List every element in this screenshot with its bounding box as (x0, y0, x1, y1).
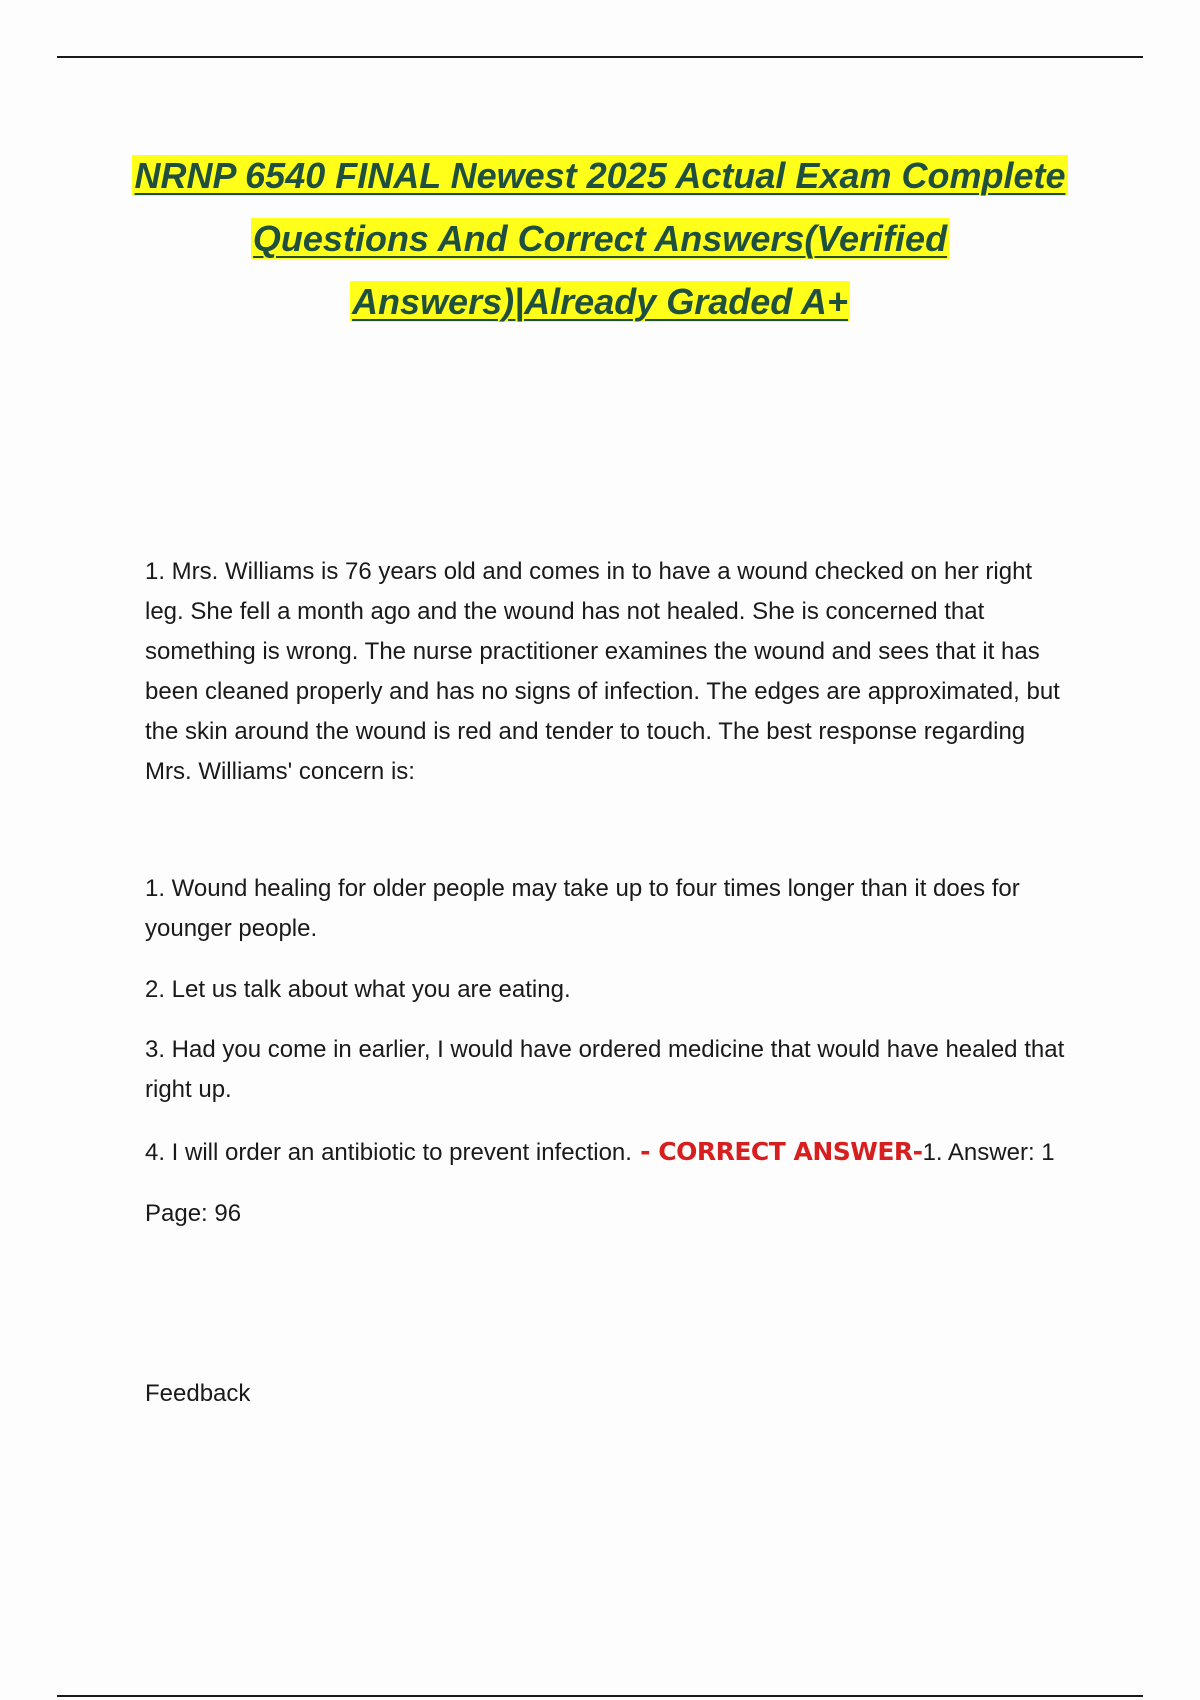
feedback-label: Feedback (145, 1380, 251, 1407)
bottom-rule (57, 1695, 1143, 1697)
answer-option-4-text: 4. I will order an antibiotic to prevent infection. (145, 1139, 632, 1166)
page-reference: Page: 96 (145, 1200, 242, 1227)
answer-option-4 (145, 1132, 1075, 1173)
document-title-text: NRNP 6540 FINAL Newest 2025 Actual Exam Complete Questions And Correct Answers(Verified Answers)|Already Graded A+ (134, 155, 1066, 322)
correct-answer-label: - CORRECT ANSWER- (631, 1137, 923, 1166)
answer-option-3: 3. Had you come in earlier, I would have ordered medicine that would have healed that right up. (145, 1036, 1065, 1103)
answer-value: 1. Answer: 1 (922, 1139, 1055, 1166)
answer-option-2: 2. Let us talk about what you are eating. (145, 976, 571, 1003)
question-text: 1. Mrs. Williams is 76 years old and comes in to have a wound checked on her right leg. She fell a month ago and the wound has not healed. She is concerned that something is wrong. The nurse practitioner examines the wound and sees that it has been cleaned properly and has no signs of infection. The edges are approximated, but the skin around the wound is red and tender to touch. The best response regarding Mrs. Williams' concern is: (145, 558, 1060, 785)
top-rule (57, 56, 1143, 58)
answer-option-1: 1. Wound healing for older people may take up to four times longer than it does for younger people. (145, 875, 1020, 942)
document-title (120, 144, 1080, 333)
